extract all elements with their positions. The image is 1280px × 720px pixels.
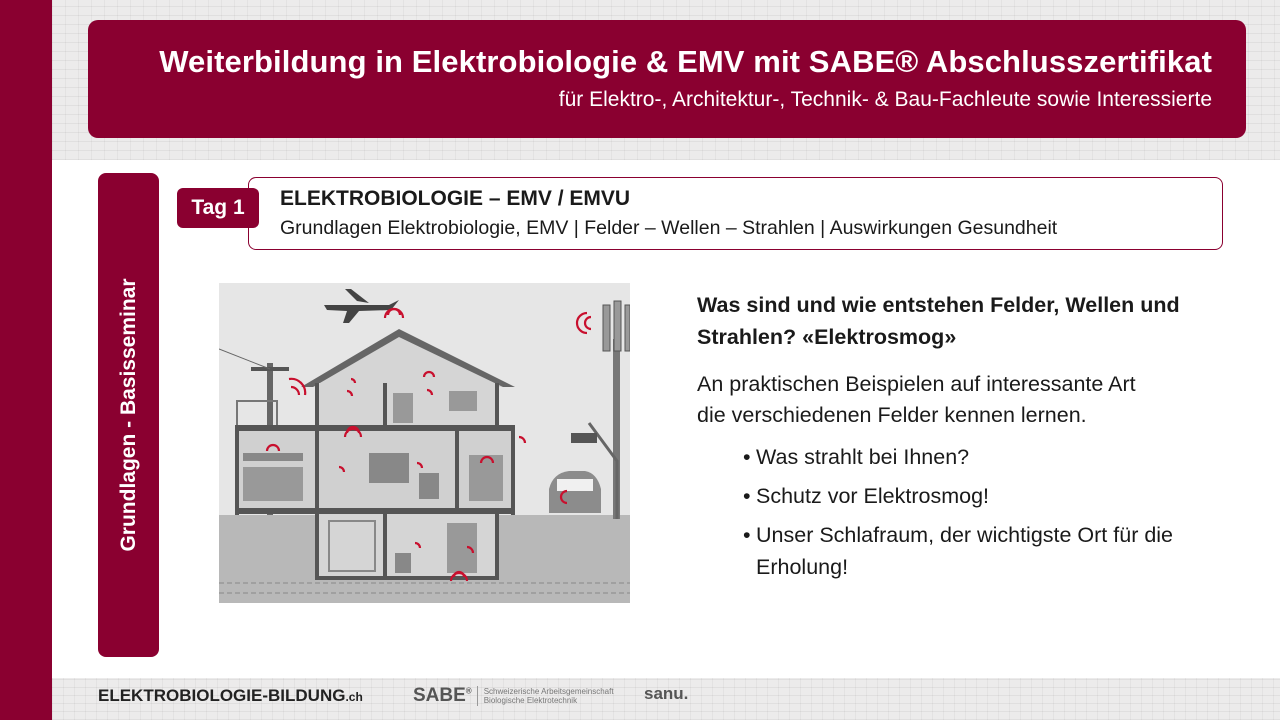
sabe-logo-divider (477, 686, 478, 706)
sabe-logo-mark (413, 685, 472, 707)
left-accent-strip (0, 0, 52, 720)
footer-brand-tld: .ch (345, 690, 363, 704)
side-tab-label: Grundlagen - Basisseminar (116, 278, 140, 552)
footer-brand (98, 686, 363, 706)
side-tab (98, 173, 159, 657)
day-subtitle: Grundlagen Elektrobiologie, EMV | Felder – Wellen – Strahlen | Auswirkungen Gesundheit (280, 217, 1058, 239)
bullet-item: • Was strahlt bei Ihnen? (743, 441, 1257, 473)
sabe-logo (413, 684, 614, 708)
bullet-item: • Unser Schlafraum, der wichtigste Ort für die Erholung! (743, 519, 1257, 583)
page-subtitle: für Elektro-, Architektur-, Technik- & Bau-Fachleute sowie Interessierte (558, 88, 1212, 111)
day-topic-box (248, 177, 1223, 250)
sabe-tagline-line: Schweizerische Arbeitsgemeinschaft (483, 687, 614, 696)
page-title: Weiterbildung in Elektrobiologie & EMV mit SABE® Abschlusszertifikat (159, 44, 1212, 79)
sabe-logo-text: SABE (413, 685, 466, 706)
sabe-tagline-line: Biologische Elektrotechnik (483, 696, 578, 705)
intro-text (697, 369, 1257, 431)
bullet-list (743, 441, 1257, 583)
sabe-registered-mark: ® (465, 686, 472, 696)
house-electrosmog-illustration (219, 283, 630, 603)
question-heading-line: Was sind und wie entstehen Felder, Wellen und (697, 293, 1180, 317)
footer-brand-name: ELEKTROBIOLOGIE-BILDUNG (98, 686, 346, 705)
day-badge: Tag 1 (177, 188, 259, 228)
intro-line: An praktischen Beispielen auf interessante Art (697, 372, 1136, 396)
header-banner (88, 20, 1246, 138)
sabe-logo-tagline (484, 687, 614, 705)
question-heading-line: Strahlen? «Elektrosmog» (697, 325, 957, 349)
intro-line: die verschiedenen Felder kennen lernen. (697, 403, 1087, 427)
bullet-item: • Schutz vor Elektrosmog! (743, 480, 1257, 512)
day-title: ELEKTROBIOLOGIE – EMV / EMVU (280, 187, 631, 210)
car-icon (549, 471, 601, 513)
content-column (697, 289, 1257, 590)
question-heading (697, 289, 1257, 353)
sanu-logo: sanu. (644, 684, 689, 703)
